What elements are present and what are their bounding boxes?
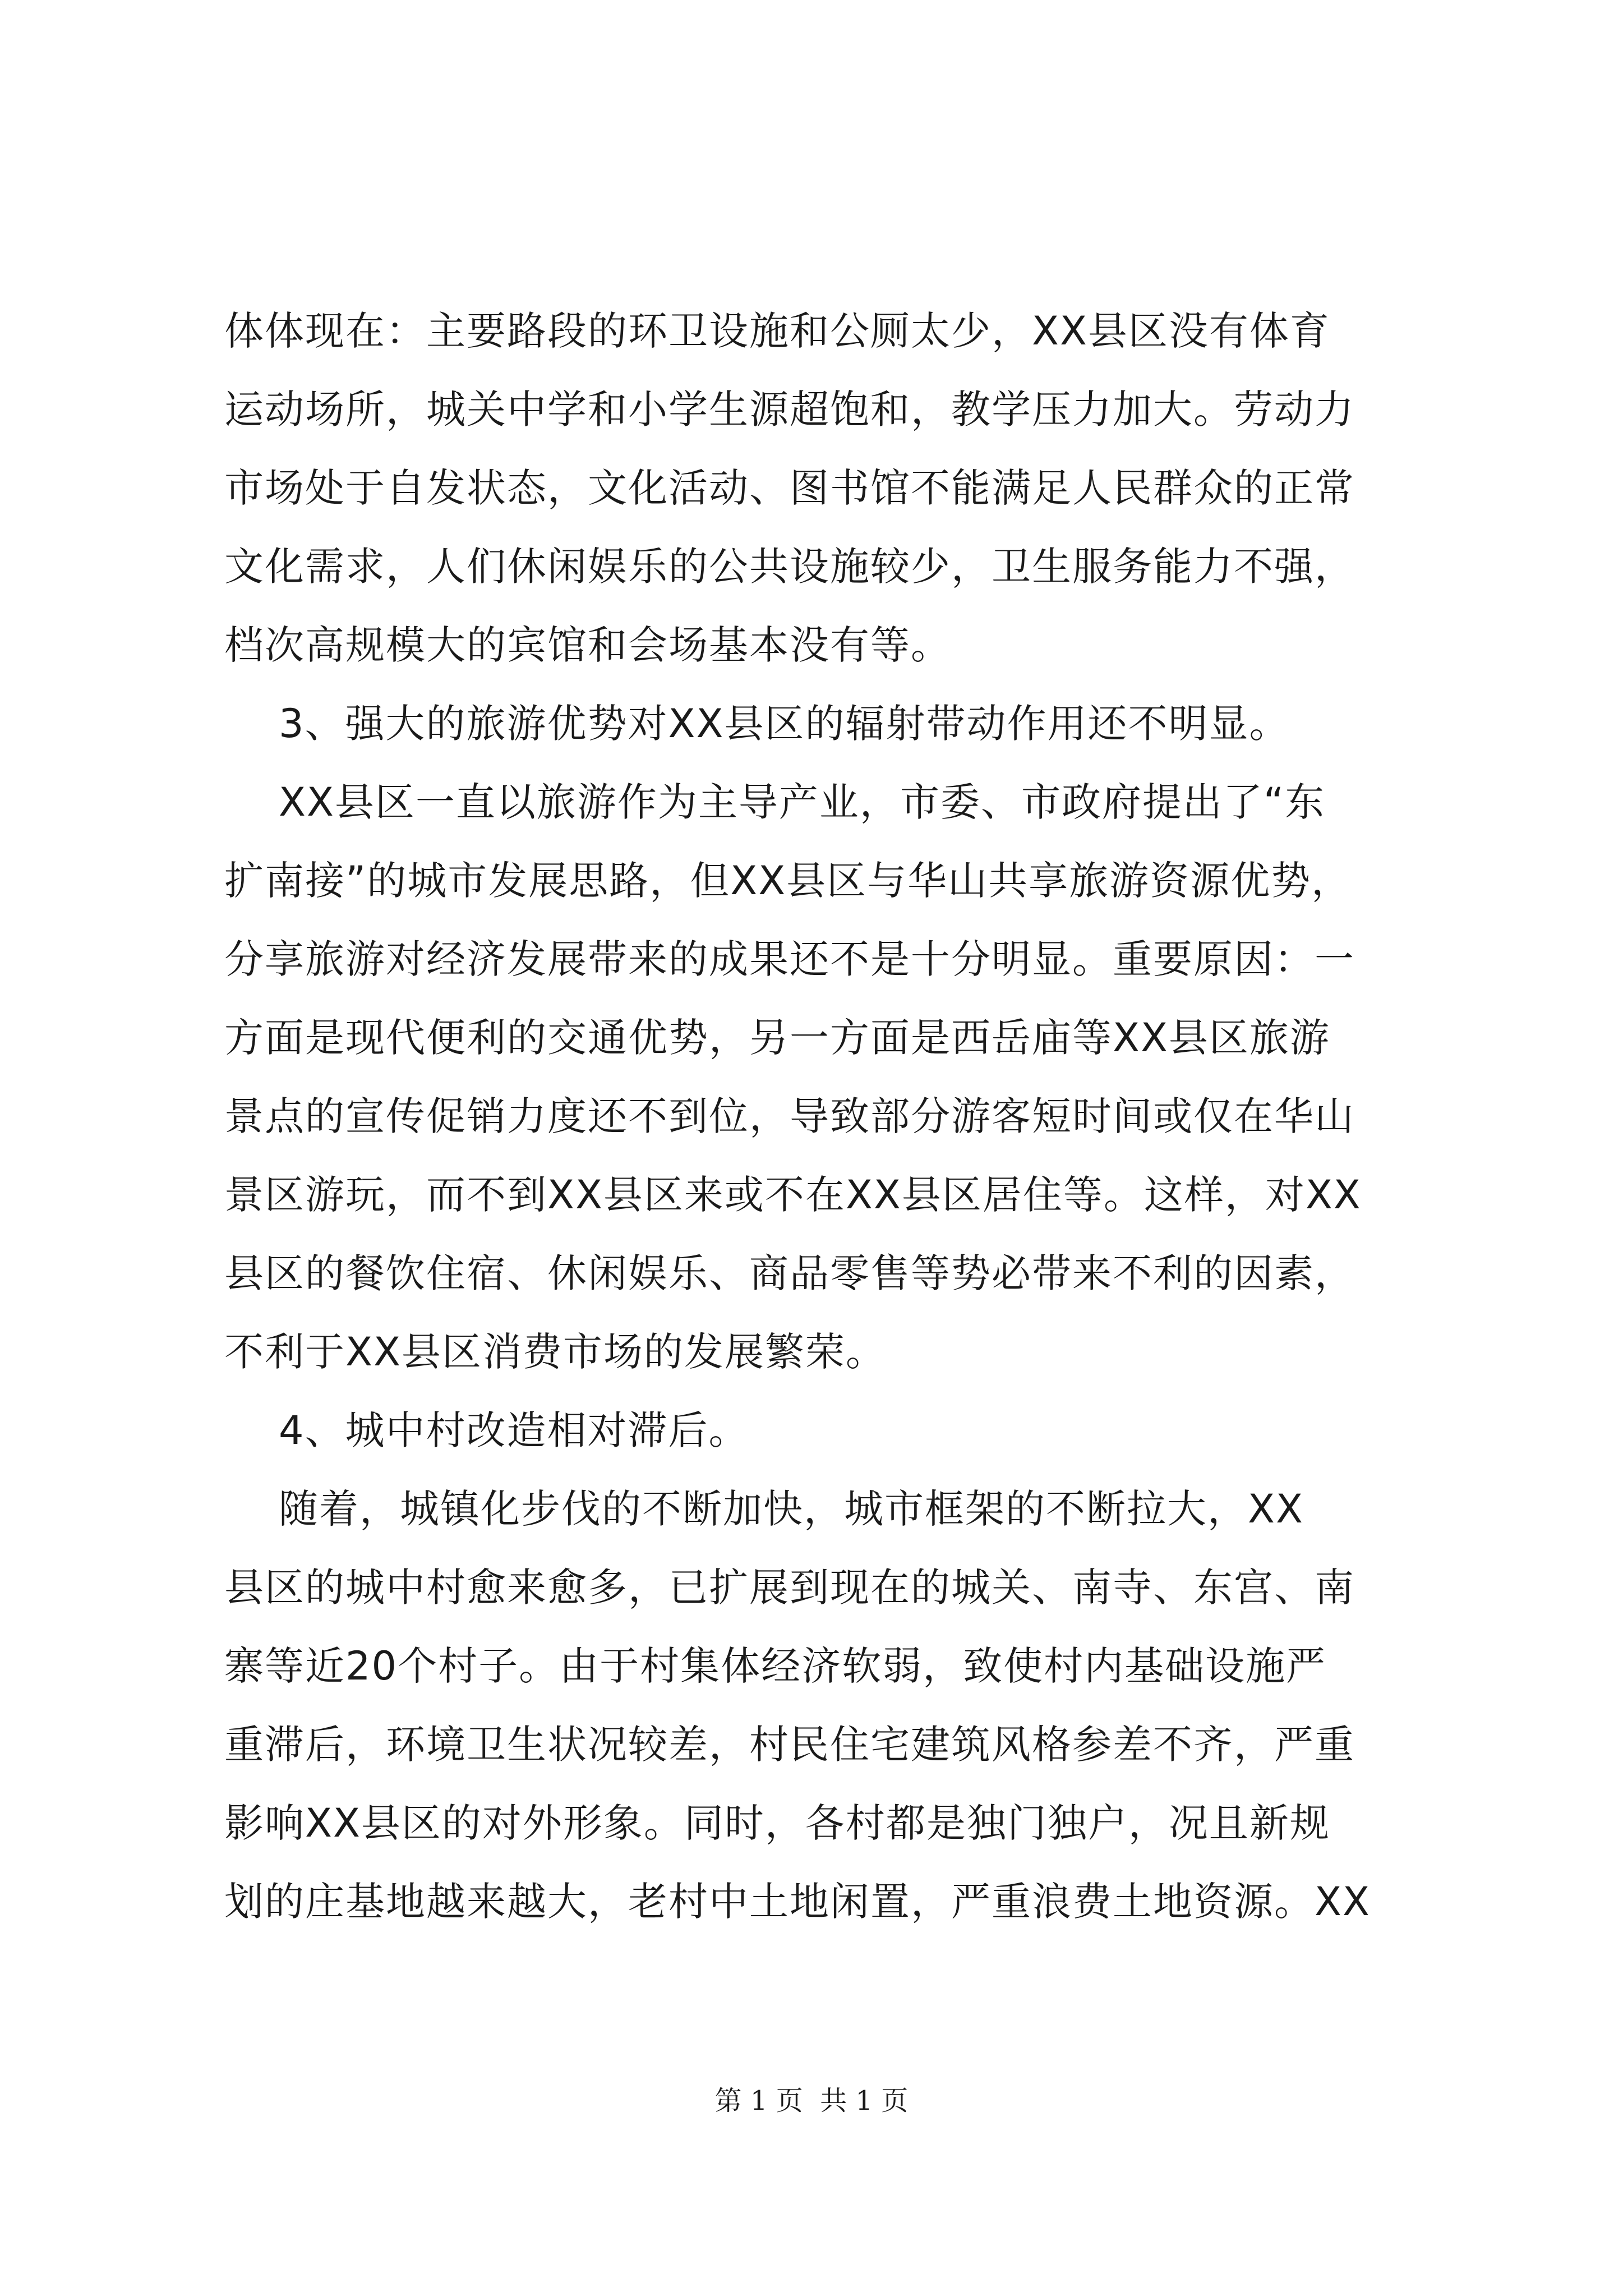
text-line: 运动场所，城关中学和小学生源超饱和，教学压力加大。劳动力 <box>224 386 1355 432</box>
section-heading-3: 3、强大的旅游优势对XX县区的辐射带动作用还不明显。 <box>224 701 1290 747</box>
text-line: 县区的餐饮住宿、休闲娱乐、商品零售等势必带来不利的因素， <box>224 1250 1355 1296</box>
text-line: 重滞后，环境卫生状况较差，村民住宅建筑风格参差不齐，严重 <box>224 1722 1355 1768</box>
text-line: 县区的城中村愈来愈多，已扩展到现在的城关、南寺、东宫、南 <box>224 1565 1355 1611</box>
page-number-footer: 第 1 页 共 1 页 <box>714 2085 909 2116</box>
text-line: 体体现在：主要路段的环卫设施和公厕太少，XX县区没有体育 <box>224 308 1330 354</box>
body-text <box>224 292 1419 1941</box>
text-line: 方面是现代便利的交通优势，另一方面是西岳庙等XX县区旅游 <box>224 1015 1330 1061</box>
text-line: 扩南接”的城市发展思路，但XX县区与华山共享旅游资源优势， <box>224 858 1352 904</box>
text-line: 寨等近20个村子。由于村集体经济软弱，致使村内基础设施严 <box>224 1643 1327 1689</box>
text-line: 市场处于自发状态，文化活动、图书馆不能满足人民群众的正常 <box>224 465 1355 511</box>
text-line: 影响XX县区的对外形象。同时，各村都是独门独户，况且新规 <box>224 1800 1330 1846</box>
text-line: 景区游玩，而不到XX县区来或不在XX县区居住等。这样，对XX <box>224 1172 1362 1218</box>
text-line: 划的庄基地越来越大，老村中土地闲置，严重浪费土地资源。XX <box>224 1879 1371 1925</box>
section-heading-4: 4、城中村改造相对滞后。 <box>224 1407 749 1453</box>
text-line: 分享旅游对经济发展带来的成果还不是十分明显。重要原因：一 <box>224 936 1355 982</box>
text-line: 文化需求，人们休闲娱乐的公共设施较少，卫生服务能力不强， <box>224 544 1355 590</box>
text-line: 档次高规模大的宾馆和会场基本没有等。 <box>224 622 951 668</box>
text-line: 随着，城镇化步伐的不断加快，城市框架的不断拉大，XX <box>224 1486 1304 1532</box>
text-line: 景点的宣传促销力度还不到位，导致部分游客短时间或仅在华山 <box>224 1093 1355 1139</box>
text-line: 不利于XX县区消费市场的发展繁荣。 <box>224 1329 886 1375</box>
text-line: XX县区一直以旅游作为主导产业，市委、市政府提出了“东 <box>224 779 1326 825</box>
